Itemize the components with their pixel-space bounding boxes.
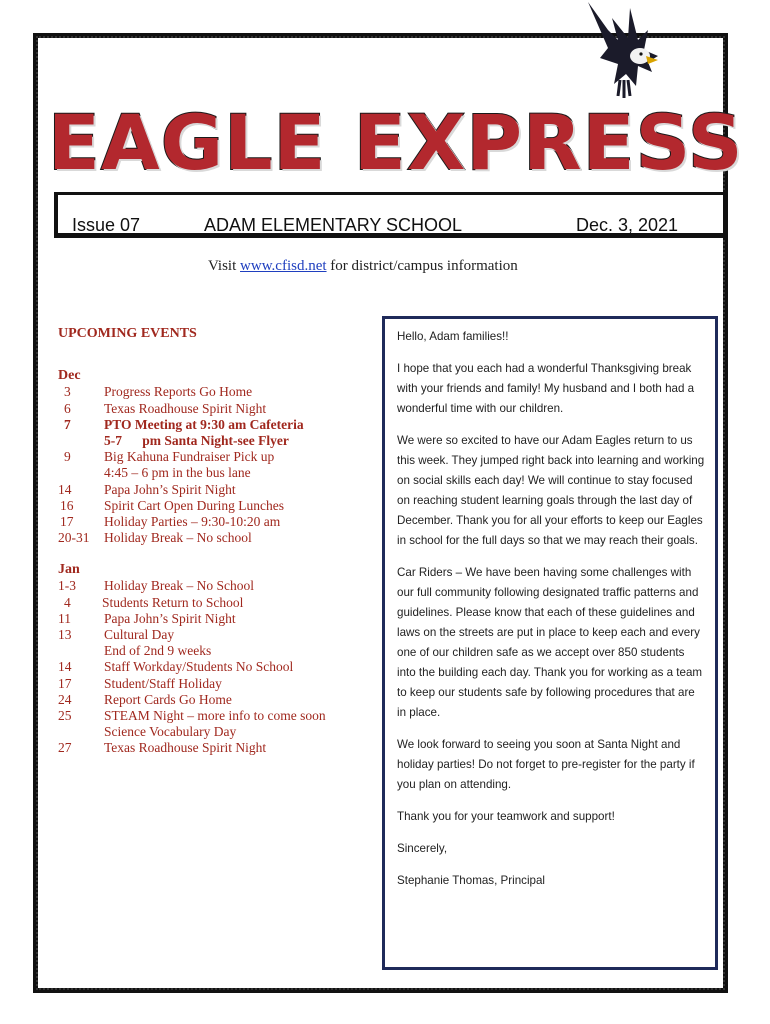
event-text: Holiday Parties – 9:30-10:20 am [104, 513, 281, 529]
event-text: PTO Meeting at 9:30 am Cafeteria [104, 416, 304, 432]
event-day: 1-3 [58, 578, 76, 594]
event-row [58, 514, 368, 530]
district-link[interactable]: www.cfisd.net [240, 258, 327, 274]
event-row [58, 482, 368, 498]
event-row [58, 643, 368, 659]
event-text: 4:45 – 6 pm in the bus lane [104, 465, 251, 481]
issue-date: Dec. 3, 2021 [576, 215, 679, 235]
event-day: 3 [64, 384, 71, 400]
event-row [58, 740, 368, 756]
letter-closing: Sincerely, [397, 842, 448, 855]
event-text: End of 2nd 9 weeks [104, 643, 212, 659]
event-row [58, 417, 368, 433]
letter-paragraph: We look forward to seeing you soon at Santa Night and holiday parties! Do not forget to pre-register for the party if you plan on attending. [397, 738, 695, 791]
event-row [58, 498, 368, 514]
letter-paragraph: Thank you for your teamwork and support! [397, 810, 615, 823]
event-row [58, 708, 368, 724]
upcoming-events [58, 326, 368, 757]
event-row [58, 595, 368, 611]
issue-bar [54, 192, 726, 238]
event-day: 6 [64, 400, 71, 416]
month-gap [58, 546, 368, 562]
event-day: 27 [58, 740, 72, 756]
event-row [58, 611, 368, 627]
event-text: 5-7 pm Santa Night-see Flyer [104, 432, 289, 448]
event-day: 14 [58, 659, 72, 675]
event-text: Holiday Break – No school [104, 530, 252, 546]
event-day: 13 [58, 627, 72, 643]
letter-greeting: Hello, Adam families!! [397, 330, 509, 343]
event-day: 17 [58, 675, 72, 691]
event-row [58, 401, 368, 417]
newsletter-title: EAGLE EXPRESS [48, 98, 744, 187]
event-day: 11 [58, 610, 71, 626]
event-text: Texas Roadhouse Spirit Night [104, 400, 267, 416]
event-text: Spirit Cart Open During Lunches [104, 497, 284, 513]
issue-number: Issue 07 [72, 215, 141, 235]
event-row [58, 692, 368, 708]
month-label-dec: Dec [58, 368, 81, 384]
event-row [58, 449, 368, 465]
event-text: Cultural Day [104, 627, 175, 643]
event-text: Papa John’s Spirit Night [104, 481, 236, 497]
event-day: 14 [58, 481, 72, 497]
letter-paragraph: I hope that you each had a wonderful Thanksgiving break with your friends and family! My husband and I both had a wonderful time with our children. [397, 362, 695, 415]
event-text: Report Cards Go Home [104, 691, 232, 707]
event-row [58, 384, 368, 400]
letter-paragraph: Car Riders – We have been having some challenges with our full community following designated traffic patterns and guidelines. Please know that each of these guidelines and laws on the streets are put in place to keep each and every one of our children safe as we accept over 850 students into the building each day. Thank you for working as a team to keep our students safe by following procedures that are in place. [397, 566, 703, 719]
event-text: Texas Roadhouse Spirit Night [104, 740, 267, 756]
event-day: 24 [58, 691, 72, 707]
event-row [58, 676, 368, 692]
event-text: Science Vocabulary Day [104, 724, 237, 740]
event-text: STEAM Night – more info to come soon [104, 707, 326, 723]
event-row [58, 578, 368, 594]
month-label-jan: Jan [58, 562, 80, 578]
event-day: 17 [60, 513, 74, 529]
event-text: Student/Staff Holiday [104, 675, 222, 691]
event-day: 25 [58, 707, 72, 723]
event-row [58, 659, 368, 675]
event-text: Staff Workday/Students No School [104, 659, 294, 675]
event-row [58, 433, 368, 449]
event-text: Papa John’s Spirit Night [104, 610, 236, 626]
event-row [58, 530, 368, 546]
principal-letter [382, 316, 718, 970]
event-day: 20-31 [58, 530, 90, 546]
event-row [58, 627, 368, 643]
event-day: 4 [64, 594, 71, 610]
masthead [48, 98, 744, 187]
visit-prefix: Visit [208, 258, 241, 274]
event-day: 9 [64, 449, 71, 465]
event-text: Big Kahuna Fundraiser Pick up [104, 449, 275, 465]
event-day: 7 [64, 416, 71, 432]
event-row [58, 465, 368, 481]
eagle-icon [578, 0, 670, 100]
letter-signature: Stephanie Thomas, Principal [397, 874, 546, 887]
event-row [58, 724, 368, 740]
school-name: ADAM ELEMENTARY SCHOOL [204, 215, 463, 235]
event-day: 16 [60, 497, 74, 513]
letter-paragraph: We were so excited to have our Adam Eagles return to us this week. They jumped right back into learning and working on social skills each day! We will continue to stay focused on reaching student learning goals through the last day of December. Thank you for all your efforts to keep our Eagles in school for the full days so that we may reach their goals. [397, 434, 705, 547]
visit-line [208, 258, 518, 275]
event-text: Holiday Break – No School [104, 578, 254, 594]
visit-suffix: for district/campus information [326, 258, 518, 274]
event-text: Students Return to School [102, 594, 244, 610]
event-text: Progress Reports Go Home [104, 384, 253, 400]
events-heading: UPCOMING EVENTS [58, 326, 197, 341]
